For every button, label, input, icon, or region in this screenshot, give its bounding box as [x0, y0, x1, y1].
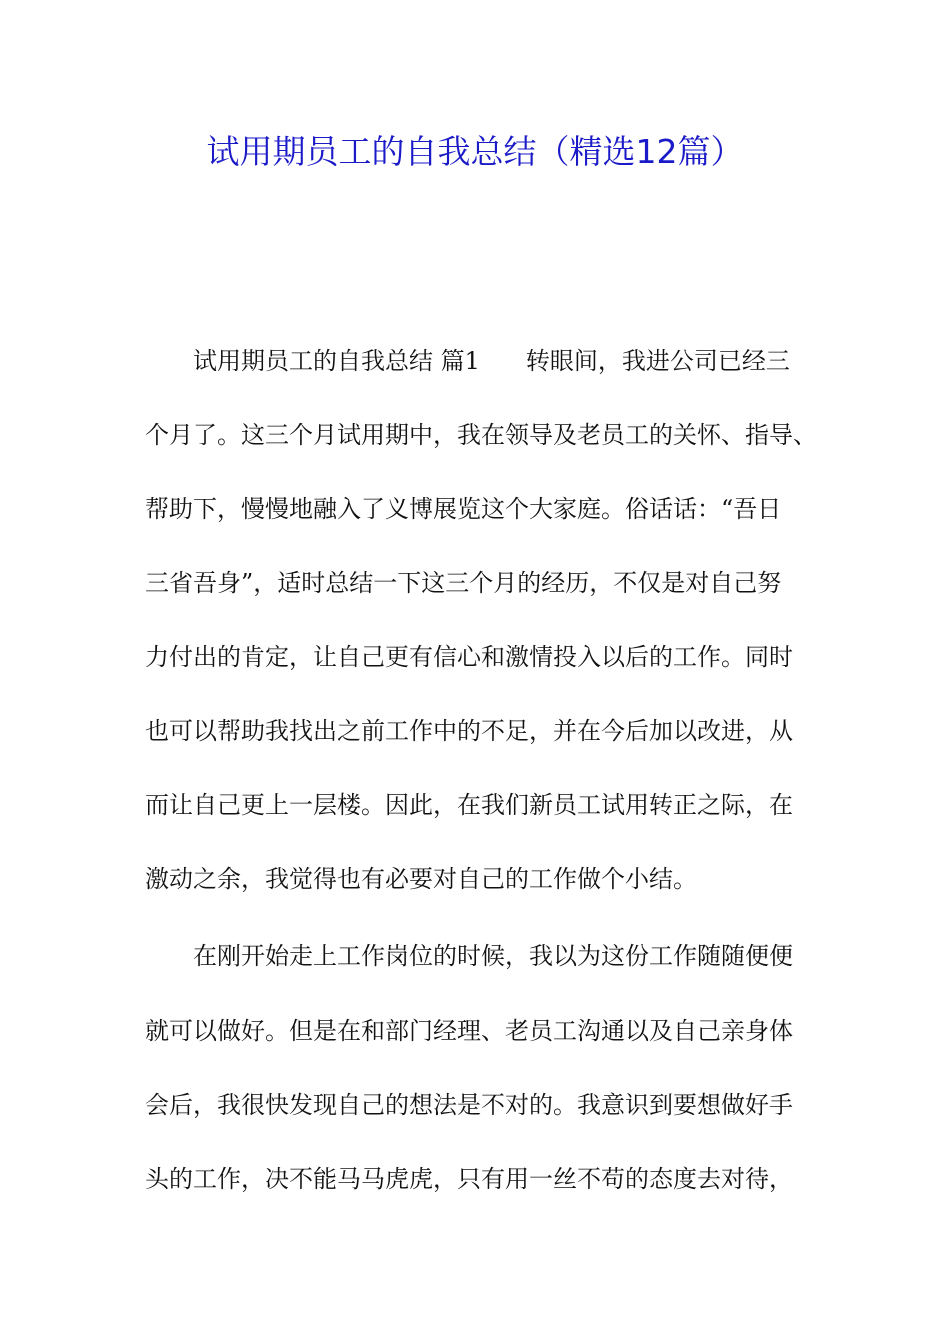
text-line: 也可以帮助我找出之前工作中的不足，并在今后加以改进，从 — [145, 717, 793, 745]
text-line: 力付出的肯定，让自己更有信心和激情投入以后的工作。同时 — [145, 643, 793, 671]
document-title: 试用期员工的自我总结（精选12篇） — [206, 132, 744, 171]
paragraph-text: 转眼间，我进公司已经三 — [525, 347, 790, 375]
section-heading: 试用期员工的自我总结 篇1 — [193, 347, 480, 375]
paragraph-first-line — [193, 341, 790, 381]
text-line: 而让自己更上一层楼。因此，在我们新员工试用转正之际，在 — [145, 791, 793, 819]
text-line: 激动之余，我觉得也有必要对自己的工作做个小结。 — [145, 865, 697, 893]
text-line: 会后，我很快发现自己的想法是不对的。我意识到要想做好手 — [145, 1091, 793, 1119]
text-line: 在刚开始走上工作岗位的时候，我以为这份工作随随便便 — [193, 942, 793, 970]
text-line: 帮助下，慢慢地融入了义博展览这个大家庭。俗话话：“吾日 — [145, 495, 782, 523]
text-line: 头的工作，决不能马马虎虎，只有用一丝不苟的态度去对待， — [145, 1165, 793, 1193]
text-line: 就可以做好。但是在和部门经理、老员工沟通以及自己亲身体 — [145, 1017, 793, 1045]
text-line: 个月了。这三个月试用期中，我在领导及老员工的关怀、指导、 — [145, 421, 817, 449]
text-line: 三省吾身”，适时总结一下这三个月的经历，不仅是对自己努 — [145, 569, 782, 597]
